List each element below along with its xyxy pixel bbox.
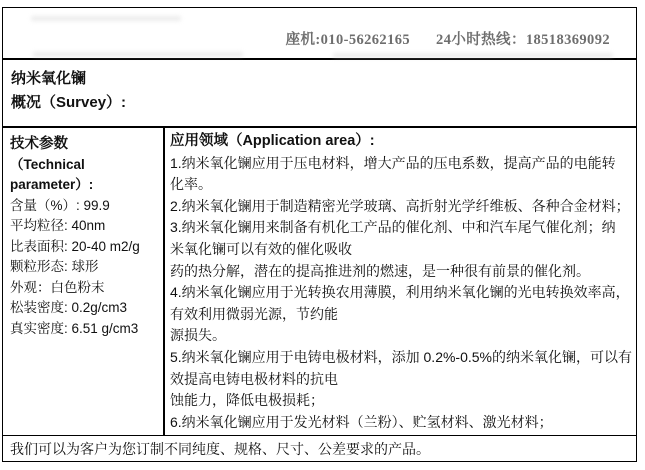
application-line: 有效利用微弱光源，节约能 <box>169 305 338 322</box>
page-frame <box>2 7 637 462</box>
application-line: 药的热分解，潜在的提高推进剂的燃速，是一种很有前景的催化剂。 <box>169 262 590 279</box>
parameter-row: 真实密度: 6.51 g/cm3 <box>10 320 139 336</box>
application-line: 1.纳米氧化镧应用于压电材料，增大产品的压电系数，提高产品的电能转 <box>169 154 616 171</box>
scan-smudge <box>31 16 181 21</box>
parameter-row: 颗粒形态: 球形 <box>10 259 99 274</box>
survey-heading: 概况（Survey）: <box>11 94 127 111</box>
scan-smudge <box>33 52 243 57</box>
application-line: 米氧化镧可以有效的催化吸收 <box>169 240 352 257</box>
application-line: 2.纳米氧化镧用于制造精密光学玻璃、高折射光学纤维板、各种合金材料； <box>169 197 630 214</box>
scan-smudge <box>333 53 613 58</box>
technical-parameters-column <box>3 128 165 435</box>
landline-number: 座机:010-56262165 <box>285 32 411 48</box>
application-area-heading: 应用领域（Application area）: <box>169 133 375 149</box>
customization-note-row <box>3 436 636 461</box>
application-line: 3.纳米氧化镧用来制备有机化工产品的催化剂、中和汽车尾气催化剂；纳 <box>169 219 616 236</box>
parameter-row: 含量（%）: 99.9 <box>10 197 110 213</box>
application-line: 源损失。 <box>169 327 226 344</box>
technical-parameters-heading-en: （Technical parameter）: <box>10 156 94 192</box>
application-line: 效提高电铸电极材料的抗电 <box>169 370 338 387</box>
application-line: 5.纳米氧化镧应用于电铸电极材料，添加 0.2%-0.5%的纳米氧化镧，可以有 <box>169 348 632 365</box>
application-list <box>170 153 632 434</box>
customization-note: 我们可以为客户为您订制不同纯度、规格、尺寸、公差要求的产品。 <box>10 440 430 457</box>
contact-header <box>3 8 636 60</box>
application-line: 6.纳米氧化镧应用于发光材料（兰粉）、贮氢材料、激光材料； <box>169 413 553 430</box>
application-line: 蚀能力，降低电极损耗； <box>169 392 324 409</box>
hotline-number: 24小时热线：18518369092 <box>436 32 610 48</box>
parameter-row: 比表面积: 20-40 m2/g <box>10 238 140 254</box>
parameter-list <box>10 196 159 340</box>
page-title: 纳米氧化镧 <box>11 70 87 87</box>
application-line: 化率。 <box>169 176 212 193</box>
title-section <box>3 60 636 128</box>
application-area-column <box>165 128 636 435</box>
contact-phones <box>286 28 610 49</box>
parameter-row: 松装密度: 0.2g/cm3 <box>10 300 128 315</box>
technical-parameters-heading-cn: 技术参数 <box>10 136 68 152</box>
spec-table <box>3 128 636 436</box>
parameter-row: 平均粒径: 40nm <box>10 218 106 233</box>
parameter-row: 外观：白色粉末 <box>10 279 105 295</box>
application-line: 4.纳米氧化镧应用于光转换农用薄膜，利用纳米氧化镧的光电转换效率高， <box>169 284 630 301</box>
